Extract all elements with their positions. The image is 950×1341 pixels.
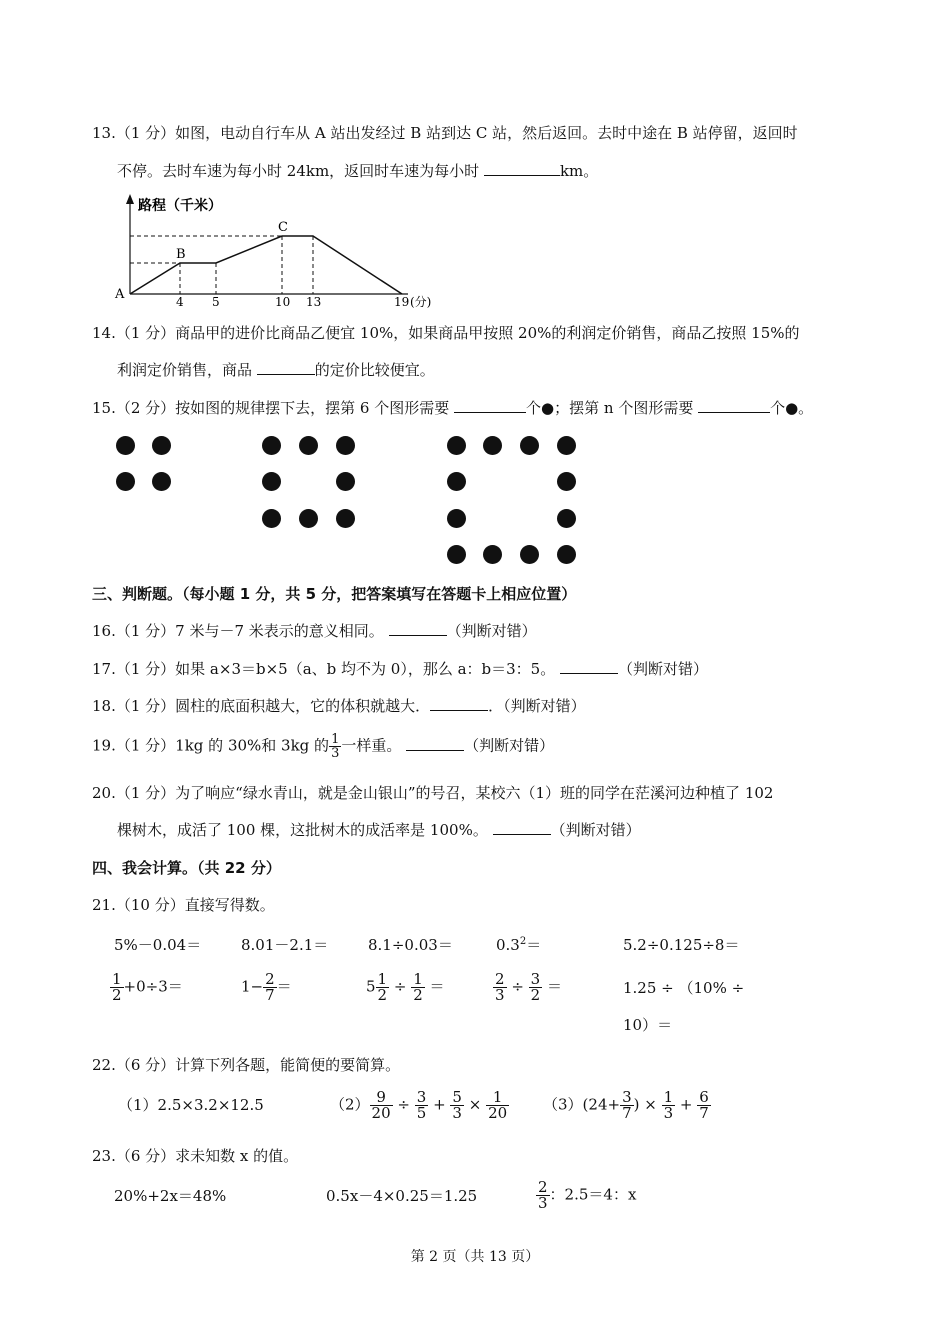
q16: 16.（1 分）7 米与－7 米表示的意义相同。 （判断对错） (92, 622, 537, 640)
q21-item-6: $\frac{1}{2}$ +0÷3＝ (112, 970, 183, 1004)
q20-line2: 棵树木，成活了 100 棵，这批树木的成活率是 100%。 （判断对错） (117, 821, 641, 839)
q21-item-3: 8.1÷0.03＝ (368, 936, 453, 954)
section-3-heading: 三、判断题。（每小题 1 分，共 5 分，把答案填写在答题卡上相应位置） (92, 585, 577, 603)
q15-blank-1[interactable] (454, 398, 526, 413)
q21-item-7: 1− $\frac{2}{7}$ ＝ (241, 970, 292, 1004)
x-unit: (分) (410, 295, 432, 309)
q14-answer-blank[interactable] (257, 360, 315, 375)
q15-line: 15.（2 分）按如图的规律摆下去，摆第 6 个图形需要 个●；摆第 n 个图形需要 个●。 (92, 399, 814, 417)
q16-blank[interactable] (389, 621, 447, 636)
q14-line2: 利润定价销售，商品 的定价比较便宜。 (117, 361, 435, 379)
q15-blank-2[interactable] (698, 398, 770, 413)
section-4-heading: 四、我会计算。（共 22 分） (92, 859, 281, 877)
q23-title: 23.（6 分）求未知数 x 的值。 (92, 1147, 299, 1165)
page-footer: 第 2 页（共 13 页） (410, 1249, 540, 1265)
q18-blank[interactable] (430, 696, 488, 711)
q20-blank[interactable] (493, 820, 551, 835)
y-axis-arrow-icon (126, 194, 134, 204)
q13-answer-blank[interactable] (484, 161, 560, 176)
q21-item-9: $\frac{2}{3}$ ÷ $\frac{3}{2}$ ＝ (495, 970, 562, 1004)
journey-line (130, 236, 402, 294)
label-b: B (176, 247, 186, 262)
q23-equation-1: 20%+2x＝48% (114, 1187, 227, 1205)
q21-item-10-line2: 10）＝ (623, 1016, 673, 1034)
distance-time-chart (108, 190, 458, 310)
q22-part-1: （1）2.5×3.2×12.5 (118, 1096, 264, 1114)
q21-title: 21.（10 分）直接写得数。 (92, 896, 275, 914)
q22-part-3: （3）(24+ $\frac{3}{7}$ ) × $\frac{1}{3}$ + $\frac{6}{7}$ (543, 1088, 709, 1122)
q21-item-8: 5 $\frac{1}{2}$ ÷ $\frac{1}{2}$ ＝ (366, 970, 445, 1004)
tick-5: 5 (212, 295, 220, 309)
q17: 17.（1 分）如果 a×3＝b×5（a、b 均不为 0），那么 a：b＝3：5。 （判断对错） (92, 660, 709, 678)
q13-line1: 13.（1 分）如图，电动自行车从 A 站出发经过 B 站到达 C 站，然后返回。去时中途在 B 站停留，返回时 (92, 124, 798, 142)
q23-equation-2: 0.5x－4×0.25＝1.25 (326, 1187, 478, 1205)
q21-item-5: 5.2÷0.125÷8＝ (623, 936, 740, 954)
q17-blank[interactable] (560, 659, 618, 674)
tick-10: 10 (275, 295, 291, 309)
tick-4: 4 (176, 295, 184, 309)
q14-line1: 14.（1 分）商品甲的进价比商品乙便宜 10%，如果商品甲按照 20%的利润定价销售，商品乙按照 15%的 (92, 324, 800, 342)
q21-item-10-line1: 1.25 ÷ （10% ÷ (623, 979, 745, 997)
q21-item-2: 8.01－2.1＝ (241, 936, 329, 954)
chart-title: 路程（千米） (138, 198, 222, 214)
q18: 18.（1 分）圆柱的底面积越大，它的体积就越大． ．（判断对错） (92, 697, 586, 715)
q19-blank[interactable] (406, 736, 464, 751)
tick-13: 13 (306, 295, 322, 309)
q23-equation-3: $\frac{2}{3}$ ：2.5＝4：x (538, 1178, 637, 1212)
q13-line2: 不停。去时车速为每小时 24km，返回时车速为每小时 km。 (117, 162, 599, 180)
q19: 19.（1 分）1kg 的 30%和 3kg 的 $\frac{1}{3}$ 一样重。 （判断对错） (92, 732, 555, 761)
q21-item-4: $0.3^2=$ (496, 936, 542, 954)
label-c: C (278, 220, 288, 235)
q20-line1: 20.（1 分）为了响应“绿水青山，就是金山银山”的号召，某校六（1）班的同学在茫溪河边种植了 102 (92, 784, 774, 802)
label-a: A (115, 287, 125, 302)
q22-title: 22.（6 分）计算下列各题，能简便的要简算。 (92, 1056, 401, 1074)
q21-item-1: 5%－0.04＝ (114, 936, 202, 954)
tick-19: 19 (394, 295, 410, 309)
q22-part-2: （2） $\frac{9}{20}$ ÷ $\frac{3}{5}$ + $\frac{5}{3}$ × $\frac{1}{20}$ (330, 1088, 508, 1122)
